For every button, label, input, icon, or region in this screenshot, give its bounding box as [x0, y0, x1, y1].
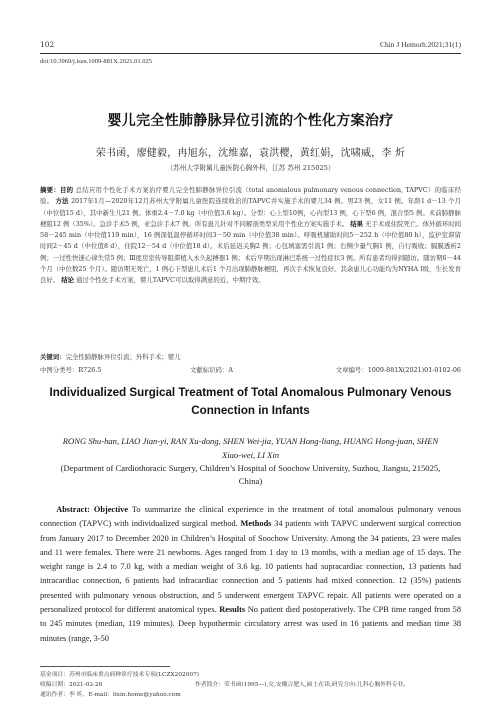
article-id: 文章编号：1009-881X(2021)01-0102-06 — [335, 366, 461, 374]
footnote-author-intro: 作者简介：荣书函(1995—),女,安徽合肥人,硕士在读,研究方向:儿科心胸外科专业。 — [195, 682, 410, 688]
objective-text: 总结应用个性化手术方案治疗婴儿完全性肺静脉异位引流（total anomalous pulmonary venous connection, TAPVC）的临床经验。 — [40, 186, 462, 206]
en-results-text: No patient died postoperatively. The CPB time ranged from 58 to 245 minutes (median, 119 minutes). Deep hypothermic circulatory arrest was used in 16 patients and median time 38 minutes (range, 3-50 — [40, 605, 461, 643]
footnote-corresponding: 通讯作者：李 炘，E-mail：lixin.home@yahoo.com — [40, 692, 181, 698]
header-rule — [40, 53, 461, 54]
keywords-text: 完全性肺静脉异位引流；外科手术；婴儿 — [65, 353, 181, 361]
en-abstract-label: Abstract: — [56, 505, 90, 514]
keywords — [40, 352, 461, 361]
chinese-abstract — [40, 185, 461, 287]
footnote-corresponding-row — [40, 690, 461, 700]
conclusion-text: 通过个性化手术方案，婴儿TAPVC可以取得满意的近、中期疗效。 — [76, 276, 265, 285]
en-results-label: Results — [219, 605, 246, 615]
english-title-line: Connection in Infants — [191, 404, 310, 417]
footnotes — [40, 670, 461, 700]
journal-citation: Chin J Hemorh.2021;31(1) — [379, 40, 461, 49]
results-text: 无手术或住院死亡。体外循环时间58－245 min（中位值119 min），16 例深低温停循环时间3－50 min（中位值38 min）。呼吸机辅助时间5－252 h（中位值80 h），监护室滞留时间2－45 d（中位值8 d），住院12－54 d（中位值18 d）。术后延迟关胸2 例；心包填塞需引流1 例；右侧少量气胸1 例，自行吸收；膈膜透析2 例；一过性快速心律失常5 例；Ⅲ度房室传导阻滞植入永久起搏器1 例；术后早期出现淋巴系统一过性症状3 例。所有患者均得到随访。随访期6－44 个月（中位数25 个月）。随访期无死亡，1 例心下型患儿术后1 个月出现肺静脉梗阻，再次手术恢复良好。其余患儿心功能均为NYHA Ⅰ级，生长发育良好。 — [40, 219, 462, 285]
english-affiliation-line: China) — [238, 476, 263, 486]
running-header — [40, 40, 461, 52]
conclusion-label: 结论 — [61, 276, 74, 285]
results-label: 结果 — [350, 219, 364, 228]
en-objective-label: Objective — [93, 505, 129, 514]
methods-label: 方法 — [55, 197, 69, 206]
keywords-label: 关键词： — [40, 353, 66, 361]
english-authors — [40, 434, 461, 462]
english-authors-line: Xiao-wei, LI Xin — [221, 450, 280, 460]
english-affiliation — [40, 462, 461, 488]
english-authors-line: RONG Shu-han, LIAO Jian-yi, RAN Xu-dong, SHEN Wei-jia, YUAN Hong-liang, HUANG Hong-juan, SHEN — [62, 436, 439, 446]
footnote-fund-row — [40, 670, 461, 680]
classification-line — [40, 365, 461, 375]
en-methods-text: 34 patients with TAPVC underwent surgical correction from January 2017 to December 2020 in Children’s Hospital of Soochow University. Among the 34 patients, 23 were males and 11 were females. There were 21 newborns. Ages ranged from 1 day to 13 months, with a median age of 15 days. The weight range is 2.4 to 7.0 kg, with a median weight of 3.6 kg. 10 patients had supracardiac connection, 13 patients had intracardiac connection, 6 patients had infracardiac connection and 5 patients had mixed connection. 12 (35%) patients presented with pulmonary venous obstruction, and 5 underwent emergent TAPVC repair. All patients were operated on a personalized protocol for different anatomical types. — [40, 519, 461, 615]
document-code: 文献标识码：A — [190, 366, 233, 374]
en-methods-label: Methods — [240, 519, 272, 529]
methods-text: 2017年1月—2020年12月苏州大学附属儿童医院连续收治的TAPVC并实施手术的婴儿34 例。男23 例，女11 例。年龄1 d－13 个月（中位值15 d），其中新生儿21 例。体重2.4－7.0 kg（中位值3.6 kg）。分型：心上型10例，心内型13 例，心下型6 例，混合型5 例。术前肺静脉梗阻12 例（35%）。急诊手术5 例，亚急诊手术7 例。所有患儿针对不同解剖类型采用个性化方案实施手术。 — [40, 197, 462, 228]
english-abstract — [40, 503, 461, 646]
objective-label: 目的 — [60, 186, 74, 194]
footnote-fund: 基金项目：苏州市临床重点病种诊疗技术专项(LCZX202007) — [40, 672, 200, 678]
english-affiliation-line: (Department of Cardiothoracic Surgery, Children’s Hospital of Soochow University, Suzhou, Jiangsu, 215025, — [60, 463, 441, 473]
page-number: 102 — [40, 40, 55, 49]
clc-number: 中图分类号：R726.5 — [40, 366, 102, 374]
footnote-rule — [40, 666, 170, 667]
footnote-received-row — [40, 680, 461, 690]
footnote-received: 收稿日期：2021-02-26 — [40, 682, 103, 688]
chinese-title: 婴儿完全性肺静脉异位引流的个性化方案治疗 — [107, 113, 394, 129]
en-objective-text: To summarize the clinical experience in the treatment of total anomalous pulmonary venous connection (TAPVC) with individualized surgical method. — [40, 505, 462, 529]
abstract-label: 摘要： — [40, 186, 60, 194]
doi: doi:10.3969/j.issn.1009-881X.2021.01.025 — [40, 58, 152, 65]
english-title — [40, 384, 461, 420]
chinese-authors: 荣书函，廖健毅，冉旭东，沈维嘉，袁洪樱，黄红娟，沈啸威，李 炘 — [95, 148, 406, 159]
english-title-line: Individualized Surgical Treatment of Total Anomalous Pulmonary Venous — [49, 386, 452, 399]
chinese-affiliation: （苏州大学附属儿童医院心胸外科，江苏 苏州 215025） — [166, 164, 335, 172]
